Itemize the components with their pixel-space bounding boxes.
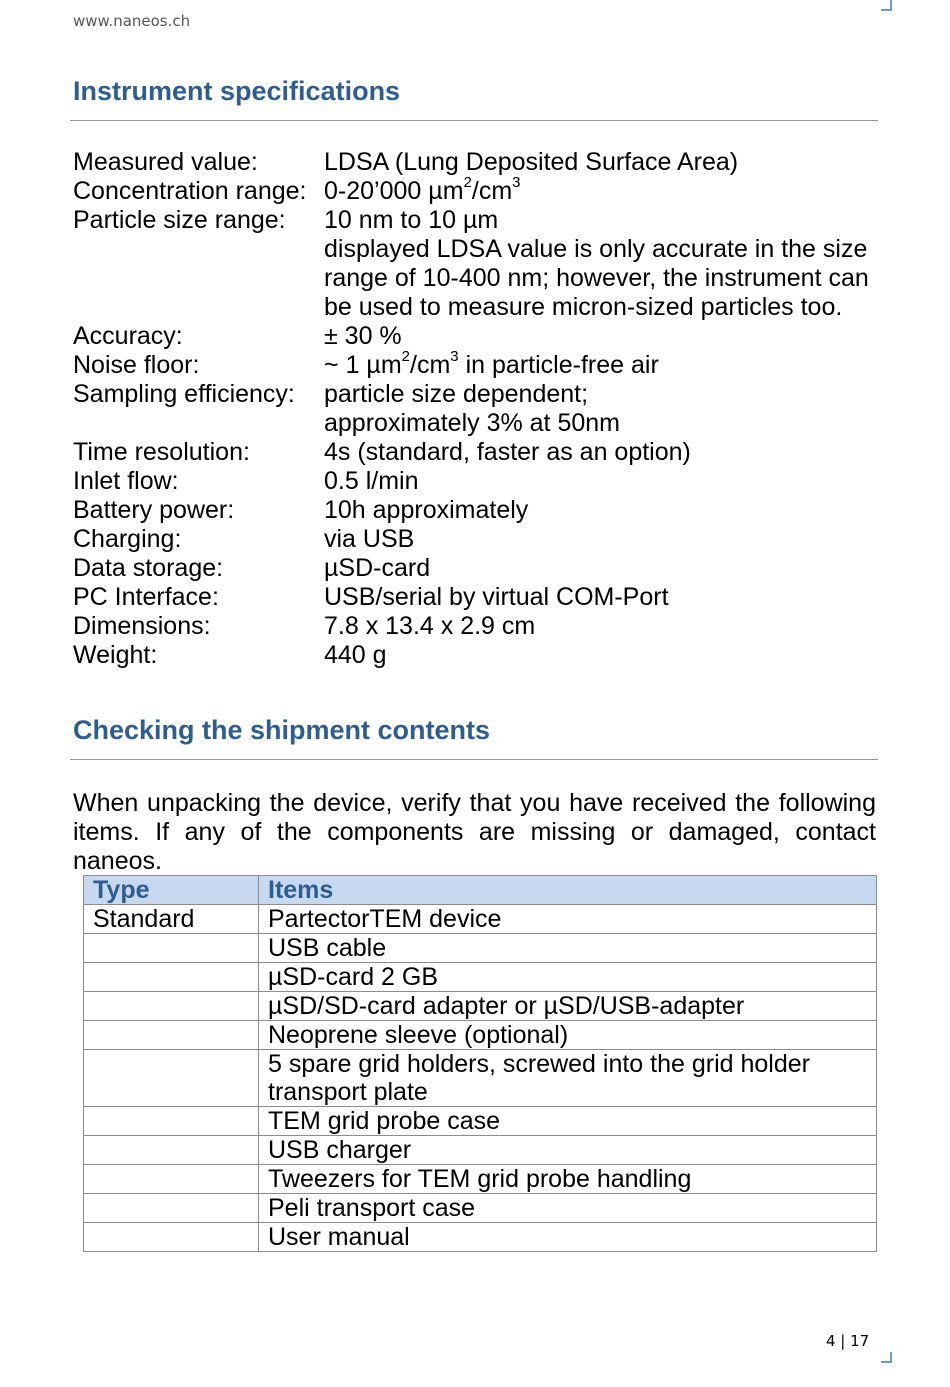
item-cell: TEM grid probe case <box>259 1107 877 1136</box>
spec-value <box>324 496 873 525</box>
spec-value <box>324 206 873 322</box>
item-cell: PartectorTEM device <box>259 905 877 934</box>
table-row <box>84 1136 877 1165</box>
column-header-type: Type <box>84 876 259 905</box>
type-cell <box>84 992 259 1021</box>
spec-row <box>73 173 873 206</box>
page-number: 4 | 17 <box>826 1332 870 1350</box>
type-cell <box>84 1165 259 1194</box>
spec-label: Sampling efficiency: <box>73 380 295 408</box>
spec-label: Accuracy: <box>73 322 183 350</box>
table-row <box>84 963 877 992</box>
table-row <box>84 934 877 963</box>
item-cell: User manual <box>259 1223 877 1252</box>
table-row <box>84 1021 877 1050</box>
spec-value <box>324 438 873 467</box>
spec-value-line: 0.5 l/min <box>324 467 419 495</box>
item-cell: USB charger <box>259 1136 877 1165</box>
table-row <box>84 1050 877 1107</box>
spec-row <box>73 347 873 380</box>
spec-value-line: 4s (standard, faster as an option) <box>324 438 691 466</box>
spec-label: Measured value: <box>73 148 258 176</box>
spec-value <box>324 554 873 583</box>
heading-rule <box>70 759 878 760</box>
spec-row <box>73 612 873 641</box>
type-cell <box>84 1136 259 1165</box>
spec-row <box>73 322 873 351</box>
item-cell: µSD-card 2 GB <box>259 963 877 992</box>
table-header-row <box>84 876 877 905</box>
spec-value-line: 440 g <box>324 641 387 669</box>
heading-rule <box>70 120 878 121</box>
spec-value <box>324 583 873 612</box>
spec-value-line: be used to measure micron-sized particles too. <box>324 293 843 321</box>
spec-value <box>324 612 873 641</box>
spec-label: Weight: <box>73 641 158 669</box>
spec-label: Data storage: <box>73 554 224 582</box>
shipment-contents-heading: Checking the shipment contents <box>73 715 491 745</box>
spec-value-line: displayed LDSA value is only accurate in the size <box>324 235 868 263</box>
corner-mark-top <box>881 0 892 11</box>
shipment-intro-paragraph: When unpacking the device, verify that you have received the following items. If any of the components are missing or damaged, contact naneos. <box>73 789 876 875</box>
item-cell: Tweezers for TEM grid probe handling <box>259 1165 877 1194</box>
spec-value-line: 0-20’000 $\mu m^2/cm^3$ <box>324 173 521 205</box>
item-cell: USB cable <box>259 934 877 963</box>
spec-row <box>73 525 873 554</box>
spec-label: Inlet flow: <box>73 467 179 495</box>
type-cell <box>84 1194 259 1223</box>
spec-value-line: ± 30 % <box>324 322 402 350</box>
spec-value-line: via USB <box>324 525 415 553</box>
spec-label: Concentration range: <box>73 177 307 205</box>
spec-row <box>73 583 873 612</box>
spec-label: Dimensions: <box>73 612 211 640</box>
specifications-list <box>73 148 873 670</box>
spec-value <box>324 525 873 554</box>
spec-row <box>73 554 873 583</box>
corner-mark-bottom <box>881 1352 892 1363</box>
spec-value-line: ~ 1 $\mu m^2/cm^3$ in particle-free air <box>324 347 659 379</box>
spec-value-line: approximately 3% at 50nm <box>324 409 620 437</box>
type-cell <box>84 1223 259 1252</box>
type-cell <box>84 1107 259 1136</box>
spec-value-line: 10h approximately <box>324 496 529 524</box>
spec-value-line: 7.8 x 13.4 x 2.9 cm <box>324 612 536 640</box>
spec-row <box>73 496 873 525</box>
type-cell <box>84 934 259 963</box>
item-cell: Peli transport case <box>259 1194 877 1223</box>
spec-label: Noise floor: <box>73 351 200 379</box>
spec-row <box>73 206 873 322</box>
spec-row <box>73 380 873 438</box>
table-row <box>84 1165 877 1194</box>
spec-value-line: LDSA (Lung Deposited Surface Area) <box>324 148 739 176</box>
item-cell: 5 spare grid holders, screwed into the grid holder transport plate <box>259 1050 877 1107</box>
type-cell <box>84 1050 259 1107</box>
spec-value-line: µSD-card <box>324 554 431 582</box>
shipment-contents-table <box>83 875 877 1252</box>
type-cell: Standard <box>84 905 259 934</box>
spec-label: Particle size range: <box>73 206 286 234</box>
table-row <box>84 992 877 1021</box>
spec-value-line: 10 nm to 10 µm <box>324 206 499 234</box>
spec-row <box>73 438 873 467</box>
table-row <box>84 905 877 934</box>
instrument-specifications-heading: Instrument specifications <box>73 76 401 106</box>
spec-value <box>324 173 873 206</box>
spec-value <box>324 148 873 177</box>
spec-value <box>324 347 873 380</box>
spec-label: Battery power: <box>73 496 235 524</box>
spec-value <box>324 467 873 496</box>
spec-row <box>73 641 873 670</box>
spec-row <box>73 467 873 496</box>
item-cell: µSD/SD-card adapter or µSD/USB-adapter <box>259 992 877 1021</box>
spec-label: PC Interface: <box>73 583 219 611</box>
table-row <box>84 1194 877 1223</box>
spec-row <box>73 148 873 177</box>
table-row <box>84 1223 877 1252</box>
table-row <box>84 1107 877 1136</box>
type-cell <box>84 1021 259 1050</box>
spec-label: Time resolution: <box>73 438 250 466</box>
spec-value-line: range of 10-400 nm; however, the instrument can <box>324 264 869 292</box>
spec-value <box>324 641 873 670</box>
item-cell: Neoprene sleeve (optional) <box>259 1021 877 1050</box>
spec-value-line: USB/serial by virtual COM-Port <box>324 583 669 611</box>
spec-value <box>324 322 873 351</box>
spec-value-line: particle size dependent; <box>324 380 589 408</box>
spec-label: Charging: <box>73 525 182 553</box>
spec-value <box>324 380 873 438</box>
site-url: www.naneos.ch <box>73 12 191 30</box>
type-cell <box>84 963 259 992</box>
column-header-items: Items <box>259 876 877 905</box>
